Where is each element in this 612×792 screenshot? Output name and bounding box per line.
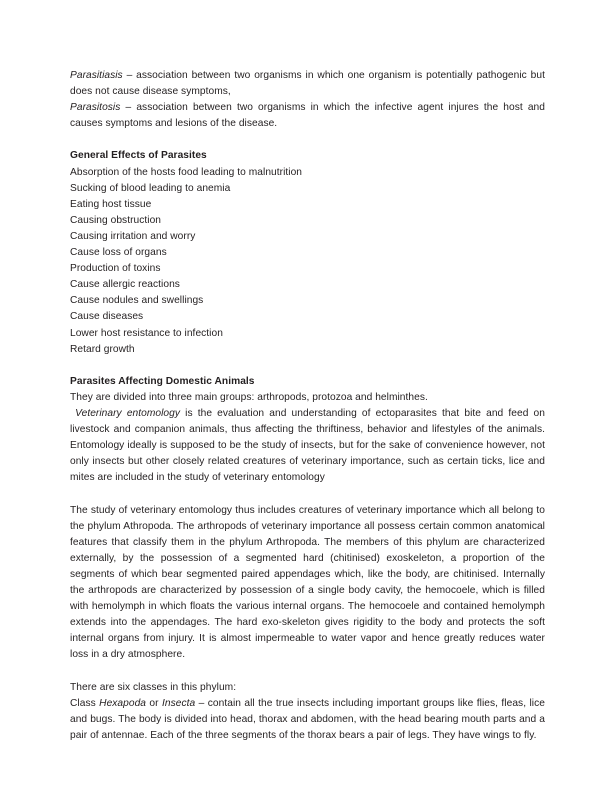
class-prefix: Class	[70, 697, 100, 709]
document-body	[70, 68, 545, 744]
definition-text-parasitosis: association between two organisms in which the infective agent injures the host and causes symptoms and lesions of the disease.	[70, 102, 545, 130]
list-item: Cause diseases	[70, 311, 144, 323]
class-description: – contain all the true insects including important groups like flies, fleas, lice and bugs. The body is divided into head, thorax and abdomen, with the head bearing mouth parts and a pair of antennae. Each of the three segments of the thorax bears a pair of legs. They have wings to fly.	[70, 697, 545, 741]
list-item: Eating host tissue	[70, 198, 152, 210]
section-spacer-1	[70, 132, 545, 148]
list-item: Causing irritation and worry	[70, 230, 196, 242]
domestic-animals-intro: They are divided into three main groups: arthropods, protozoa and helminthes.	[70, 391, 428, 403]
veterinary-entomology-text: is the evaluation and understanding of ectoparasites that bite and feed on livestock and companion animals, thus affecting the thriftiness, behavior and lifestyles of the animals. Entomology ideally is supposed to be the study of insects, but for the sake of convenience however, not only insects but other closely related creatures of veterinary importance, such as certain ticks, lice and mites are included in the study of veterinary entomology	[70, 407, 545, 484]
veterinary-entomology-paragraph	[70, 406, 545, 486]
list-item: Sucking of blood leading to anemia	[70, 182, 231, 194]
class-conjunction: or	[146, 697, 163, 709]
class-name-hexapoda: Hexapoda	[99, 697, 147, 709]
arthropoda-paragraph: The study of veterinary entomology thus includes creatures of veterinary importance which all belong to the phylum Athropoda. The arthropods of veterinary importance all possess certain common anatomical features that classify them in the phylum Arthropoda. The members of this phylum are characterized externally, by the possession of a segmented hard (chitinised) exoskeleton, a proportion of the segments of which bear segmented paired appendages which, like the body, are chitinised. Internally the arthropods are characterized by possession of a single body cavity, the hemocoele, which is filled with hemolymph in which floats the various internal organs. The hemocoele and contained hemolymph extends into the appendages. The hard exo-skeleton gives rigidity to the body and protects the soft internal organs from injury. It is almost impermeable to water vapor and hence greatly reduces water loss in a dry atmosphere.	[70, 504, 545, 661]
classes-intro: There are six classes in this phylum:	[70, 681, 237, 693]
list-item: Cause loss of organs	[70, 247, 167, 259]
term-parasitosis: Parasitosis	[70, 102, 121, 114]
list-item: Causing obstruction	[70, 214, 162, 226]
section-spacer-4	[70, 663, 545, 679]
definition-dash-1: –	[122, 70, 137, 81]
list-item: Cause allergic reactions	[70, 279, 180, 291]
term-veterinary-entomology: Veterinary entomology	[75, 407, 181, 419]
list-item: Absorption of the hosts food leading to malnutrition	[70, 166, 303, 178]
definition-parasitiasis	[70, 68, 545, 100]
section-spacer-2	[70, 358, 545, 374]
list-item: Cause nodules and swellings	[70, 295, 204, 307]
class-name-insecta: Insecta	[162, 697, 196, 709]
section-spacer-3	[70, 486, 545, 502]
definition-dash-2: –	[120, 102, 137, 114]
list-item: Retard growth	[70, 343, 135, 355]
class-hexapoda-paragraph	[70, 696, 545, 744]
term-parasitiasis: Parasitiasis	[70, 70, 123, 81]
definition-parasitosis	[70, 100, 545, 132]
list-item: Lower host resistance to infection	[70, 327, 223, 339]
list-item: Production of toxins	[70, 263, 161, 275]
heading-domestic-animals: Parasites Affecting Domestic Animals	[70, 375, 255, 387]
definition-text-parasitiasis: association between two organisms in which one organism is potentially pathogenic but does not cause disease symptoms,	[70, 70, 545, 98]
heading-general-effects: General Effects of Parasites	[70, 150, 207, 162]
general-effects-list	[70, 165, 545, 358]
